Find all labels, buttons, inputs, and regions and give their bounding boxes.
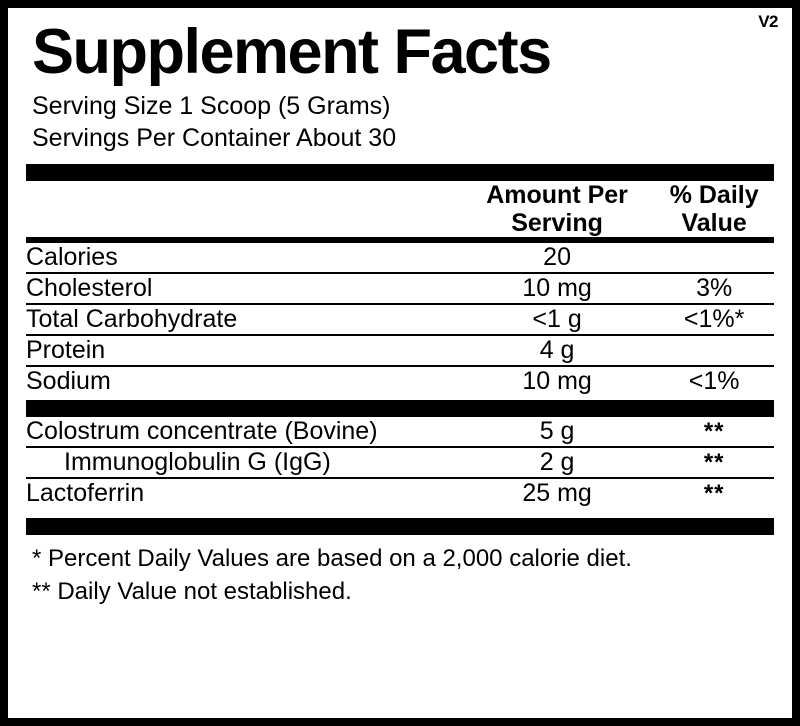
divider-row <box>26 396 774 417</box>
divider-thick-top <box>26 164 774 181</box>
servings-per-container: Servings Per Container About 30 <box>32 124 397 153</box>
header-amount-line2: Serving <box>511 209 603 238</box>
table-row <box>26 417 774 446</box>
footnote-daily-value: * Percent Daily Values are based on a 2,000 calorie diet. <box>32 545 632 573</box>
serving-info <box>32 90 774 154</box>
table-row <box>26 336 774 365</box>
nutrient-name: Cholesterol <box>26 274 153 303</box>
nutrient-amount: 10 mg <box>522 367 592 396</box>
nutrient-dv <box>654 336 774 365</box>
table-header-row <box>26 181 774 237</box>
nutrient-name: Sodium <box>26 367 111 396</box>
page-title: Supplement Facts <box>32 17 551 87</box>
header-amount-line1: Amount Per <box>486 181 628 210</box>
ingredient-name: Immunoglobulin G (IgG) <box>64 448 331 477</box>
header-dv-line2: Value <box>681 209 747 238</box>
header-amount-per-serving <box>460 181 654 237</box>
nutrient-amount: <1 g <box>532 305 582 334</box>
serving-size: Serving Size 1 Scoop (5 Grams) <box>32 92 391 121</box>
divider-thick-middle <box>26 400 774 417</box>
ingredient-dv: ** <box>703 418 725 446</box>
nutrient-name: Protein <box>26 336 106 365</box>
ingredient-amount: 25 mg <box>522 479 592 508</box>
nutrient-dv <box>654 243 774 272</box>
nutrient-name: Total Carbohydrate <box>26 305 238 334</box>
header-blank <box>26 181 460 237</box>
ingredient-dv: ** <box>703 449 725 477</box>
nutrition-table <box>26 181 774 508</box>
divider-thick-bottom <box>26 518 774 535</box>
nutrient-dv: 3% <box>696 274 733 303</box>
ingredient-amount: 2 g <box>539 448 575 477</box>
ingredient-amount: 5 g <box>539 417 575 446</box>
nutrient-dv: <1% <box>688 367 740 396</box>
supplement-facts-inner <box>8 8 792 718</box>
nutrient-name: Calories <box>26 243 118 272</box>
header-dv-line1: % Daily <box>669 181 759 210</box>
ingredient-name: Lactoferrin <box>26 479 145 508</box>
ingredient-dv: ** <box>703 480 725 508</box>
footnote-not-established: ** Daily Value not established. <box>32 577 352 605</box>
table-row <box>26 448 774 477</box>
table-row <box>26 367 774 396</box>
ingredient-name: Colostrum concentrate (Bovine) <box>26 417 378 446</box>
table-row <box>26 305 774 334</box>
table-row <box>26 479 774 508</box>
header-daily-value <box>654 181 774 237</box>
nutrient-amount: 10 mg <box>522 274 592 303</box>
version-tag: V2 <box>758 12 778 31</box>
nutrient-dv: <1%* <box>683 305 745 334</box>
footnotes <box>32 543 774 608</box>
table-row <box>26 274 774 303</box>
table-row <box>26 243 774 272</box>
nutrient-amount: 20 <box>543 243 571 272</box>
nutrient-amount: 4 g <box>539 336 575 365</box>
